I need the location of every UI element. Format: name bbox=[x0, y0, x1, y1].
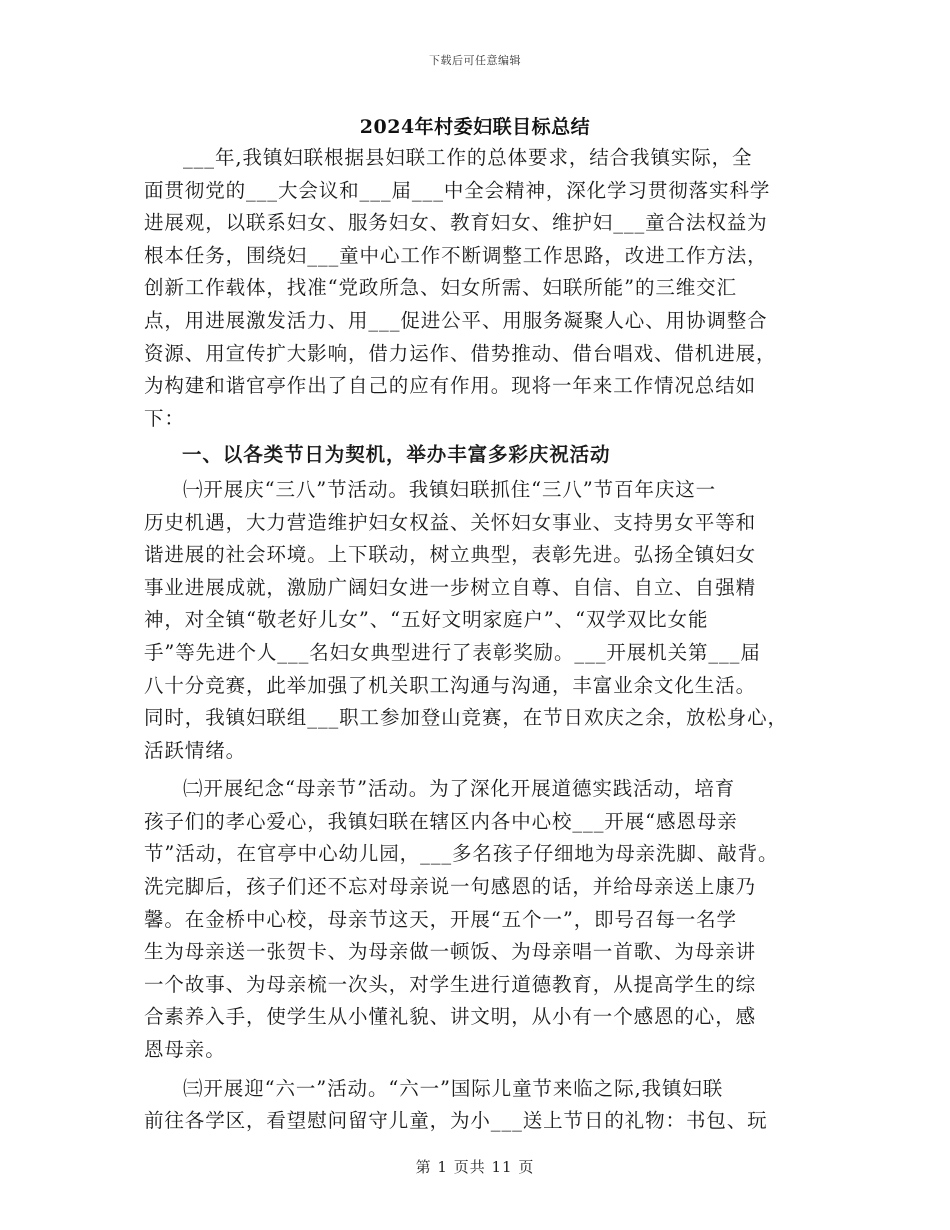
paragraph-sanba bbox=[144, 474, 820, 767]
text-line: 洗完脚后，孩子们还不忘对母亲说一句感恩的话，并给母亲送上康乃 bbox=[144, 875, 757, 899]
text-line: 神，对全镇“敬老好儿女”、“五好文明家庭户”、“双学双比女能 bbox=[144, 608, 709, 632]
text-line: 八十分竞赛，此举加强了机关职工沟通与沟通，丰富业余文化生活。 bbox=[144, 673, 757, 697]
paragraph-mothers-day bbox=[144, 773, 820, 1066]
text-line: 下： bbox=[144, 406, 185, 430]
text-line: 前往各学区，看望慰问留守儿童，为小___送上节日的礼物：书包、玩 bbox=[144, 1109, 768, 1133]
text-line: ㈡开展纪念“母亲节”活动。为了深化开展道德实践活动，培育 bbox=[183, 777, 736, 801]
text-line: 谐进展的社会环境。上下联动，树立典型，表彰先进。弘扬全镇妇女 bbox=[144, 543, 757, 567]
text-line: 活跃情绪。 bbox=[144, 738, 247, 762]
text-line: ㈠开展庆“三八”节活动。我镇妇联抓住“三八”节百年庆这一 bbox=[183, 477, 717, 501]
text-line: 资源、用宣传扩大影响，借力运作、借势推动、借台唱戏、借机进展， bbox=[144, 341, 777, 365]
header-note: 下载后可任意编辑 bbox=[429, 54, 521, 67]
intro-paragraph bbox=[144, 142, 820, 435]
text-line: ㈢开展迎“六一”活动。“六一”国际儿童节来临之际,我镇妇联 bbox=[183, 1076, 724, 1100]
text-line: 为构建和谐官亭作出了自己的应有作用。现将一年来工作情况总结如 bbox=[144, 374, 757, 398]
text-line: ___年,我镇妇联根据县妇联工作的总体要求，结合我镇实际，全 bbox=[183, 146, 753, 169]
text-line: 点，用进展激发活力、用___促进公平、用服务凝聚人心、用协调整合 bbox=[144, 308, 768, 332]
text-line: 进展观，以联系妇女、服务妇女、教育妇女、维护妇___童合法权益为 bbox=[144, 211, 768, 235]
text-line: 生为母亲送一张贺卡、为母亲做一顿饭、为母亲唱一首歌、为母亲讲 bbox=[144, 940, 757, 964]
text-line: 恩母亲。 bbox=[144, 1038, 226, 1062]
text-line: 面贯彻党的___大会议和___届___中全会精神，深化学习贯彻落实科学 bbox=[144, 178, 771, 202]
document-title: 2024年村委妇联目标总结 bbox=[359, 116, 591, 138]
text-line: 合素养入手，使学生从小懂礼貌、讲文明，从小有一个感恩的心，感 bbox=[144, 1005, 757, 1029]
document-body bbox=[144, 142, 820, 1138]
text-line: 孩子们的孝心爱心，我镇妇联在辖区内各中心校___开展“感恩母亲 bbox=[144, 809, 738, 833]
text-line: 同时，我镇妇联组___职工参加登山竞赛，在节日欢庆之余，放松身心， bbox=[144, 706, 788, 730]
text-line: 手”等先进个人___名妇女典型进行了表彰奖励。___开展机关第___届 bbox=[144, 640, 761, 664]
text-line: 历史机遇，大力营造维护妇女权益、关怀妇女事业、支持男女平等和 bbox=[144, 510, 757, 534]
text-line: 节”活动，在官亭中心幼儿园，___多名孩子仔细地为母亲洗脚、敲背。 bbox=[144, 842, 779, 866]
section-heading: 一、以各类节日为契机，举办丰富多彩庆祝活动 bbox=[182, 443, 611, 467]
text-line: 根本任务，围绕妇___童中心工作不断调整工作思路，改进工作方法， bbox=[144, 243, 768, 267]
text-line: 一个故事、为母亲梳一次头，对学生进行道德教育，从提高学生的综 bbox=[144, 972, 757, 996]
text-line: 创新工作载体，找准“党政所急、妇女所需、妇联所能”的三维交汇 bbox=[144, 276, 737, 300]
paragraph-childrens-day bbox=[144, 1073, 820, 1138]
text-line: 馨。在金桥中心校，母亲节这天，开展“五个一”，即号召每一名学 bbox=[144, 907, 737, 931]
page-number: 第 1 页共 11 页 bbox=[415, 1158, 535, 1176]
text-line: 事业进展成就，激励广阔妇女进一步树立自尊、自信、自立、自强精 bbox=[144, 575, 757, 599]
